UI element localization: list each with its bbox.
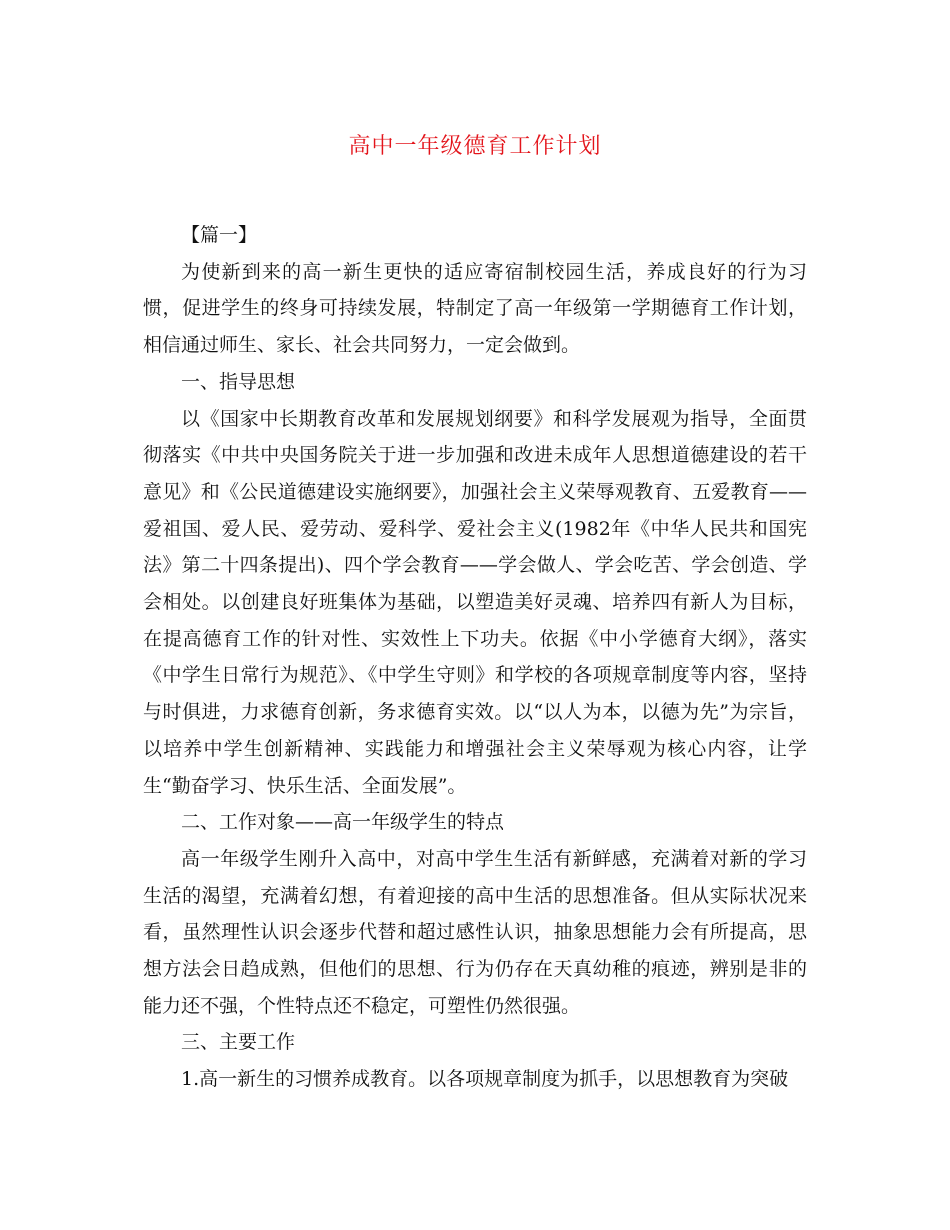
guiding-thought-paragraph: 以《国家中长期教育改革和发展规划纲要》和科学发展观为指导，全面贯彻落实《中共中央国务院关于进一步加强和改进未成年人思想道德建设的若干意见》和《公民道德建设实施纲要》，加强社会主义荣辱观教育、五爱教育——爱祖国、爱人民、爱劳动、爱科学、爱社会主义(1982年《中华人民共和国宪法》第二十四条提出)、四个学会教育——学会做人、学会吃苦、学会创造、学会相处。以创建良好班集体为基础，以塑造美好灵魂、培养四有新人为目标，在提高德育工作的针对性、实效性上下功夫。依据《中小学德育大纲》，落实《中学生日常行为规范》、《中学生守则》和学校的各项规章制度等内容，坚持与时俱进，力求德育创新，务求德育实效。以“以人为本，以德为先”为宗旨，以培养中学生创新精神、实践能力和增强社会主义荣辱观为核心内容，让学生“勤奋学习、快乐生活、全面发展”。	[143, 407, 807, 797]
main-work-item-1: 1.高一新生的习惯养成教育。以各项规章制度为抓手，以思想教育为突破	[181, 1068, 789, 1091]
document-body	[143, 217, 807, 1098]
section-heading-part-one: 【篇一】	[181, 224, 258, 246]
intro-paragraph: 为使新到来的高一新生更快的适应寄宿制校园生活，养成良好的行为习惯，促进学生的终身可持续发展，特制定了高一年级第一学期德育工作计划，相信通过师生、家长、社会共同努力，一定会做到。	[143, 260, 807, 357]
section-heading-guiding-thought: 一、指导思想	[181, 370, 296, 393]
section-heading-work-target: 二、工作对象——高一年级学生的特点	[181, 811, 505, 834]
document-title: 高中一年级德育工作计划	[348, 134, 602, 159]
section-heading-main-work: 三、主要工作	[181, 1031, 296, 1054]
work-target-paragraph: 高一年级学生刚升入高中，对高中学生生活有新鲜感，充满着对新的学习生活的渴望，充满着幻想，有着迎接的高中生活的思想准备。但从实际状况来看，虽然理性认识会逐步代替和超过感性认识，抽象思想能力会有所提高，思想方法会日趋成熟，但他们的思想、行为仍存在天真幼稚的痕迹，辨别是非的能力还不强，个性特点还不稳定，可塑性仍然很强。	[143, 847, 807, 1017]
